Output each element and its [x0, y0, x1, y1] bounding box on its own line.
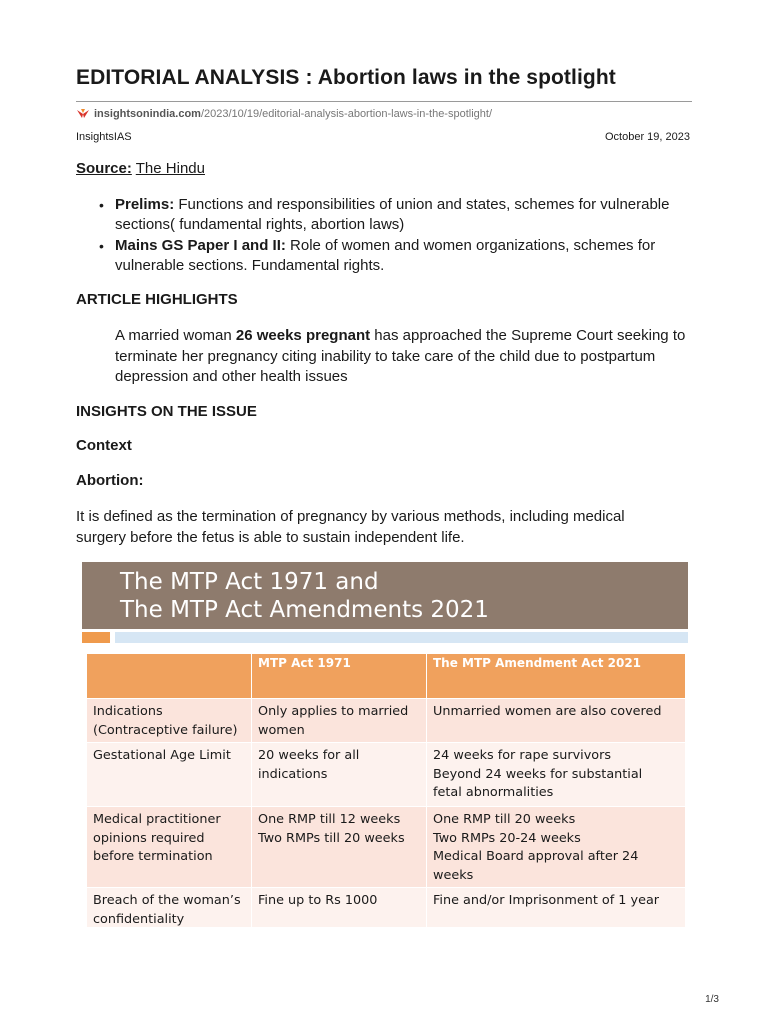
cell-text-line: women [258, 722, 305, 738]
table-cell [427, 699, 686, 743]
cell-text-line: indications [258, 766, 328, 782]
highlights-paragraph [115, 326, 695, 388]
cell-text-line: (Contraceptive failure) [93, 722, 238, 738]
cell-text-line: Medical Board approval after 24 [433, 849, 639, 864]
cell-text-line: Indications [93, 704, 163, 719]
highlights-text-bold: 26 weeks pregnant [235, 327, 371, 344]
cell-text-line: Fine and/or Imprisonment of 1 year [433, 893, 660, 908]
cell-text-line: 20 weeks for all [258, 748, 360, 763]
highlights-heading: ARTICLE HIGHLIGHTS [76, 291, 238, 308]
column-header [87, 654, 252, 699]
figure-title [120, 568, 489, 624]
cell-text-line: Breach of the woman’s [93, 893, 241, 908]
cell-text-line: 24 weeks for rape survivors [433, 748, 612, 763]
url-path[interactable]: /2023/10/19/editorial-analysis-abortion-laws-in-the-spotlight/ [200, 108, 492, 120]
table-cell [252, 888, 427, 928]
cell-text-line: Medical practitioner [93, 812, 221, 827]
cell-text-line: Two RMPs till 20 weeks [258, 830, 405, 846]
author: InsightsIAS [76, 131, 132, 143]
figure-accent-square [82, 632, 110, 643]
figure-title-line1: The MTP Act 1971 and [120, 569, 379, 595]
publish-date: October 19, 2023 [604, 131, 690, 143]
mtp-act-figure [82, 562, 688, 927]
insights-heading: INSIGHTS ON THE ISSUE [76, 403, 257, 420]
highlights-text-end: has approached the Supreme Court seeking to terminate her pregnancy citing inability to take care of the child due to postpartum depression and other health issues [115, 327, 686, 385]
figure-accent-bar [115, 632, 688, 643]
table-cell [252, 743, 427, 807]
mtp-comparison-table [86, 653, 686, 927]
source-url[interactable] [76, 108, 492, 120]
source-line [76, 160, 205, 177]
table-row [87, 888, 686, 928]
source-label: Source: [76, 160, 132, 177]
figure-title-line2: The MTP Act Amendments 2021 [120, 597, 489, 623]
table-cell [427, 888, 686, 928]
cell-text-line: before termination [93, 849, 213, 864]
syllabus-label: Mains GS Paper I and II: [115, 237, 286, 254]
cell-text-line: One RMP till 12 weeks [258, 812, 401, 827]
cell-text-line: Unmarried women are also covered [433, 704, 662, 719]
url-domain[interactable]: insightsonindia.com [94, 108, 201, 120]
syllabus-label: Prelims: [115, 196, 175, 213]
table-cell [87, 888, 252, 928]
cell-text-line: fetal abnormalities [433, 785, 554, 800]
cell-text-line: Beyond 24 weeks for substantial [433, 766, 643, 782]
table-row [87, 743, 686, 807]
cell-text-line: weeks [433, 867, 474, 883]
table-row [87, 807, 686, 888]
cell-text-line: Gestational Age Limit [93, 748, 231, 763]
insights-logo-icon [76, 108, 90, 120]
highlights-text-start: A married woman [115, 327, 236, 344]
syllabus-text: Role of women and women organizations, schemes for vulnerable sections. Fundamental rights. [115, 237, 656, 274]
abortion-definition: It is defined as the termination of pregnancy by various methods, including medical surgery before the fetus is able to sustain independent life. [76, 508, 625, 546]
cell-text-line: Only applies to married [258, 704, 409, 719]
syllabus-list [76, 195, 696, 277]
table-row [87, 699, 686, 743]
cell-text-line: Two RMPs 20-24 weeks [433, 830, 581, 846]
cell-text-line: Fine up to Rs 1000 [258, 893, 378, 908]
article-title: EDITORIAL ANALYSIS : Abortion laws in the spotlight [76, 66, 616, 89]
cell-text-line: opinions required [93, 830, 205, 846]
table-cell [427, 807, 686, 888]
page-number: 1/3 [705, 994, 719, 1005]
column-header: MTP Act 1971 [252, 654, 427, 699]
syllabus-text: Functions and responsibilities of union and states, schemes for vulnerable sections( fundamental rights, abortion laws) [115, 196, 670, 233]
context-heading: Context [76, 437, 132, 454]
table-cell [252, 699, 427, 743]
abortion-heading: Abortion: [76, 472, 144, 489]
table-cell [87, 743, 252, 807]
list-item [76, 236, 696, 276]
list-item [76, 195, 696, 235]
table-cell [252, 807, 427, 888]
cell-text-line: One RMP till 20 weeks [433, 812, 576, 827]
source-link[interactable]: The Hindu [135, 160, 205, 177]
table-cell [87, 807, 252, 888]
column-header: The MTP Amendment Act 2021 [427, 654, 686, 699]
title-divider [76, 101, 692, 102]
table-cell [87, 699, 252, 743]
cell-text-line: confidentiality [93, 911, 185, 927]
table-header-row [87, 654, 686, 699]
table-cell [427, 743, 686, 807]
